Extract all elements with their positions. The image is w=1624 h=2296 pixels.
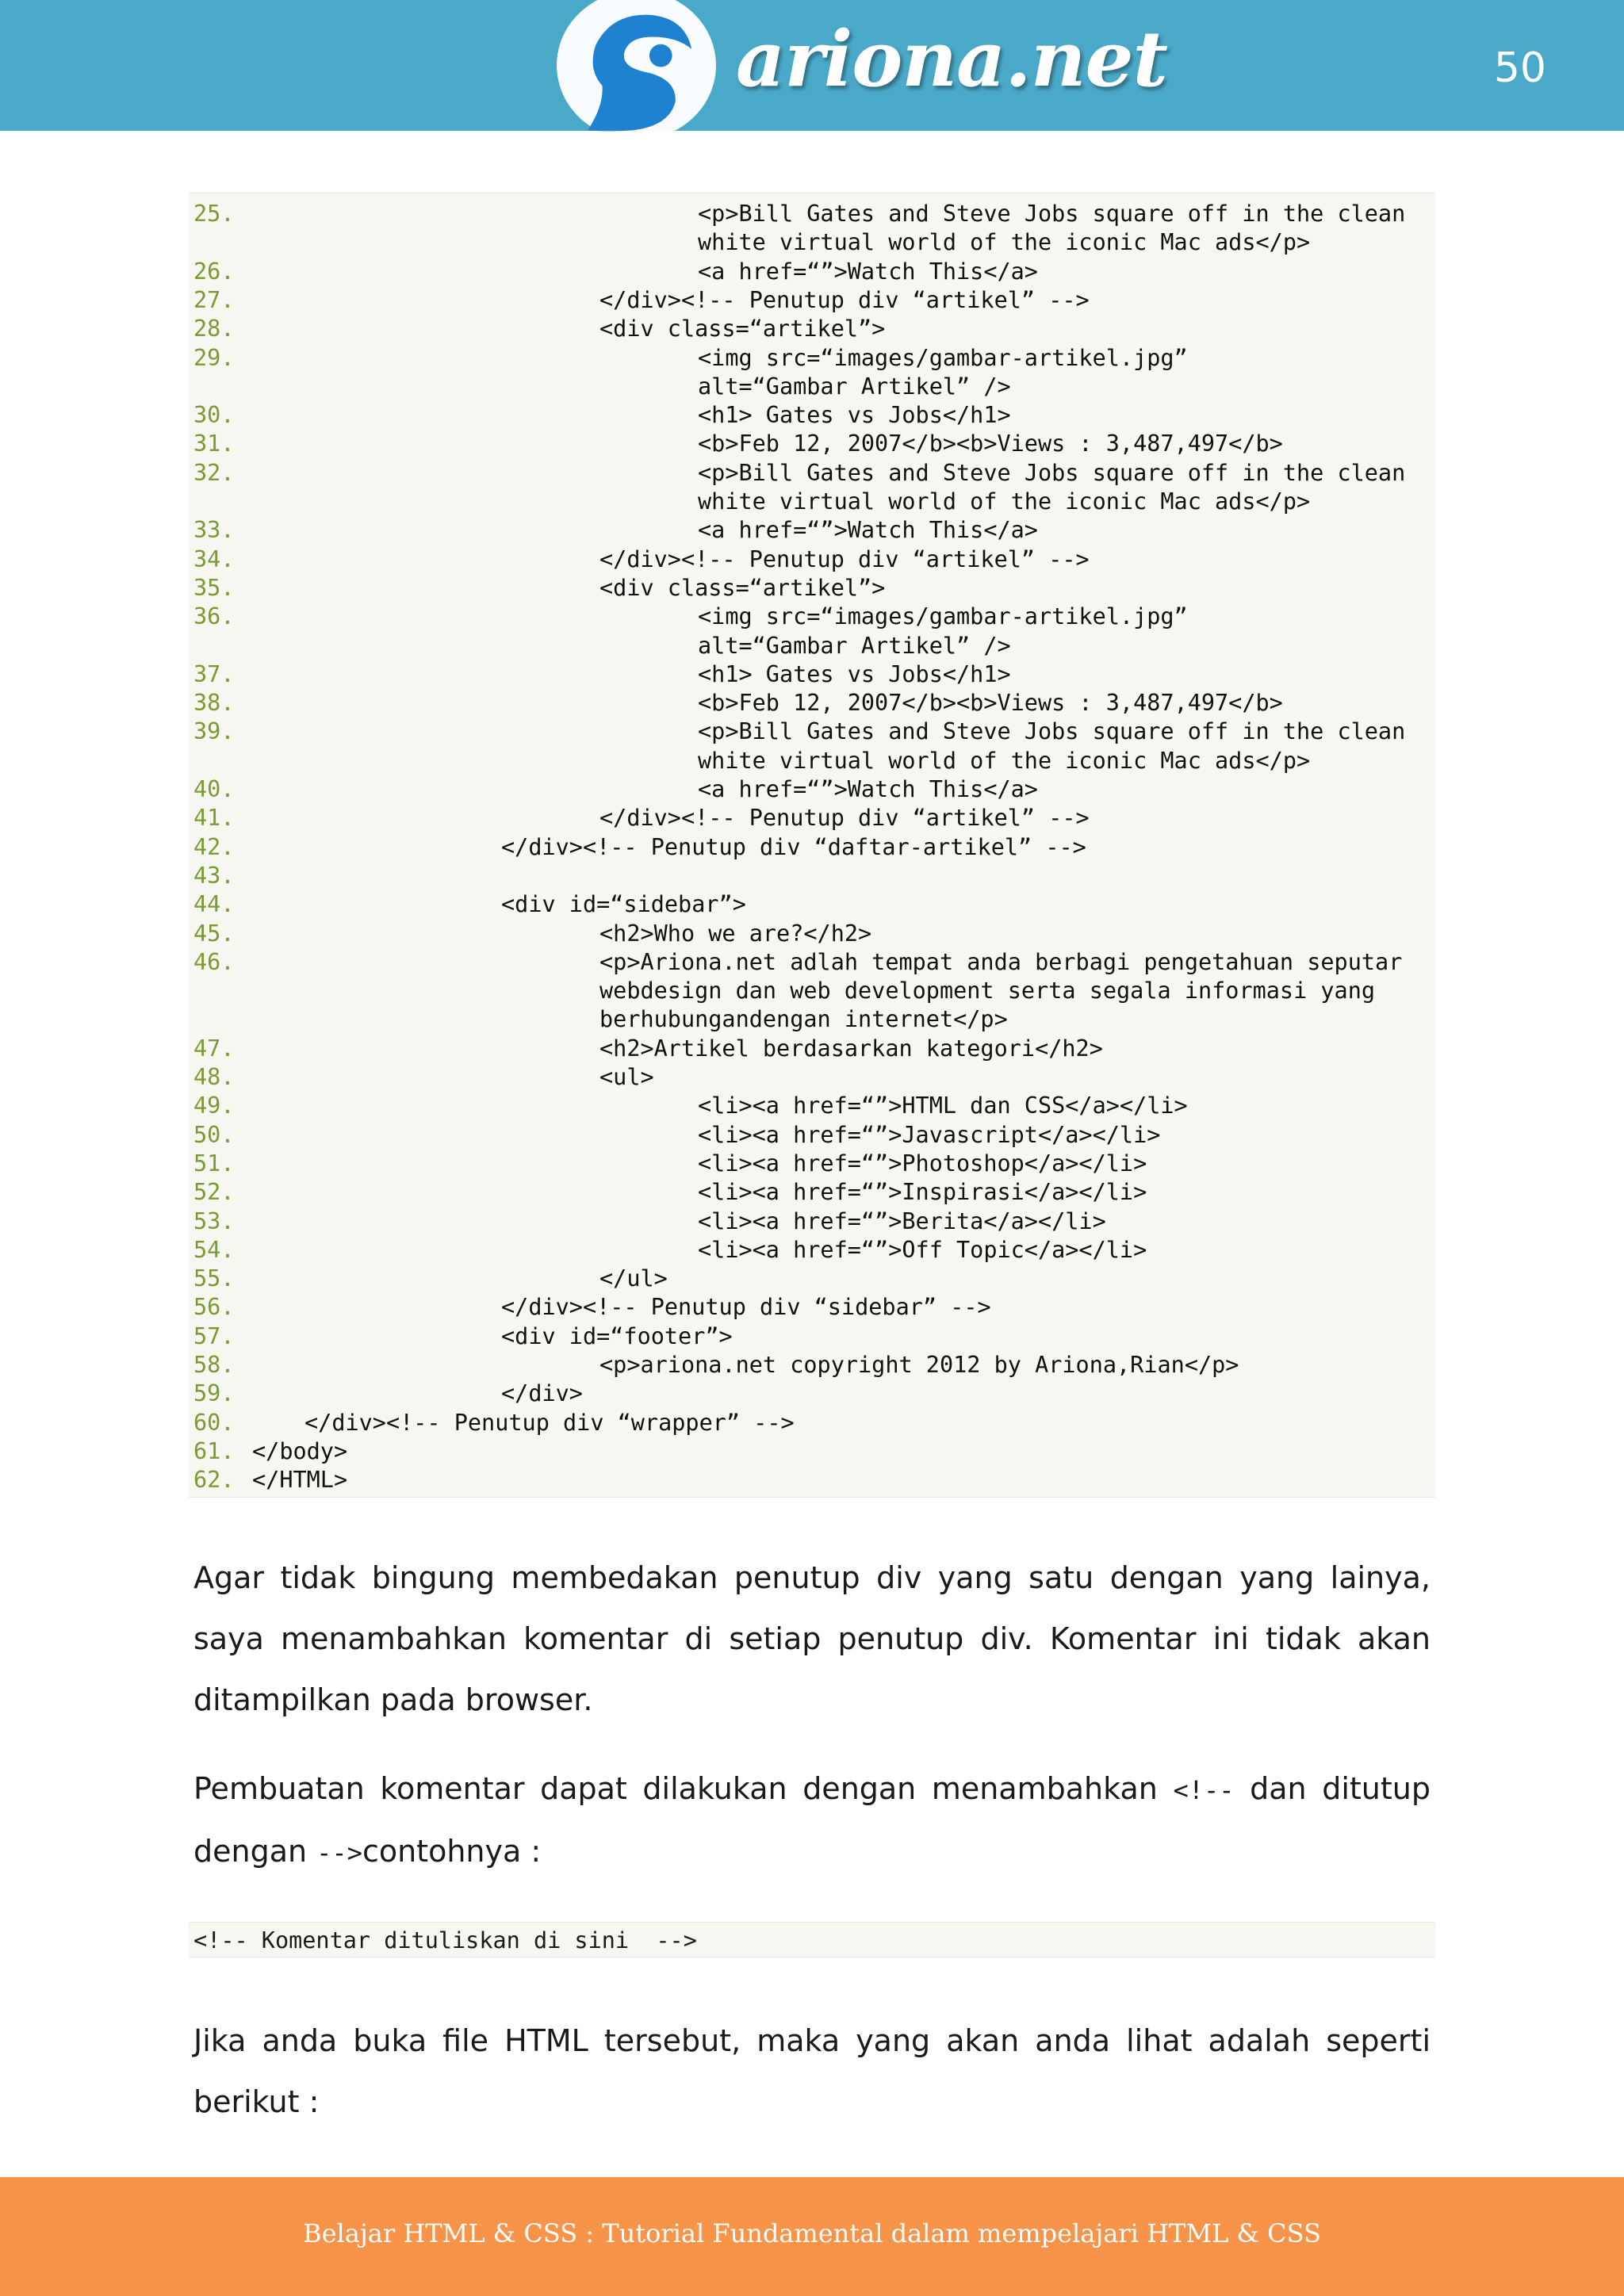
code-text: <p>Ariona.net adlah tempat anda berbagi pengetahuan seputar — [599, 948, 1403, 975]
comment-open-token: <!-- — [1173, 1775, 1235, 1805]
code-line — [189, 228, 1435, 257]
line-number: 33. — [193, 517, 235, 544]
code-line — [189, 1380, 1435, 1408]
code-line — [189, 862, 1435, 890]
code-text: <h2>Who we are?</h2> — [599, 920, 872, 947]
code-text: <a href=“”>Watch This</a> — [698, 776, 1038, 802]
code-line — [189, 1265, 1435, 1293]
code-text: <a href=“”>Watch This</a> — [698, 258, 1038, 285]
code-text: </div><!-- Penutup div “artikel” --> — [599, 545, 1090, 572]
code-line — [189, 1121, 1435, 1150]
code-text: <div class=“artikel”> — [599, 316, 886, 342]
code-text: <li><a href=“”>Inspirasi</a></li> — [698, 1179, 1147, 1206]
code-line — [189, 718, 1435, 746]
code-text: </body> — [252, 1437, 348, 1464]
code-line — [189, 1351, 1435, 1380]
paragraph-2 — [193, 1758, 1431, 1884]
page-header — [0, 0, 1624, 131]
code-line — [189, 920, 1435, 948]
code-text: </div> — [501, 1380, 583, 1407]
code-line — [189, 603, 1435, 631]
line-number: 54. — [193, 1236, 235, 1263]
code-text: </div><!-- Penutup div “artikel” --> — [599, 805, 1090, 832]
line-number: 34. — [193, 545, 235, 572]
code-line — [189, 459, 1435, 488]
code-text: <div id=“footer”> — [501, 1322, 733, 1349]
code-line — [189, 1437, 1435, 1466]
code-line — [189, 488, 1435, 516]
code-text: </div><!-- Penutup div “wrapper” --> — [304, 1409, 795, 1436]
code-line — [189, 373, 1435, 401]
line-number: 42. — [193, 833, 235, 860]
line-number: 26. — [193, 258, 235, 285]
code-text: </ul> — [599, 1265, 668, 1292]
code-listing — [189, 193, 1435, 1498]
code-text: <p>ariona.net copyright 2012 by Ariona,Rian</p> — [599, 1352, 1239, 1378]
line-number: 40. — [193, 776, 235, 802]
line-number: 39. — [193, 718, 235, 745]
code-line — [189, 804, 1435, 832]
line-number: 50. — [193, 1121, 235, 1148]
line-number: 53. — [193, 1207, 235, 1234]
line-number: 62. — [193, 1467, 235, 1494]
line-number: 29. — [193, 344, 235, 371]
page-number: 50 — [1493, 44, 1546, 92]
code-line — [189, 1466, 1435, 1494]
code-line — [189, 747, 1435, 775]
line-number: 55. — [193, 1265, 235, 1292]
code-line — [189, 775, 1435, 804]
code-text: <li><a href=“”>HTML dan CSS</a></li> — [698, 1093, 1188, 1119]
code-text: <ul> — [599, 1064, 654, 1090]
code-text: <div id=“sidebar”> — [501, 891, 746, 918]
line-number: 46. — [193, 948, 235, 975]
paragraph-1: Agar tidak bingung membedakan penutup div yang satu dengan yang lainya, saya menambahkan komentar di setiap penutup div. Komentar ini tidak akan ditampilkan pada browser. — [193, 1560, 1431, 1717]
brand-wordmark: ariona.net — [736, 14, 1167, 104]
line-number: 47. — [193, 1035, 235, 1062]
code-text: <div class=“artikel”> — [599, 574, 886, 601]
ariona-logo-icon — [555, 0, 718, 147]
code-line — [189, 1063, 1435, 1092]
line-number: 30. — [193, 402, 235, 429]
code-line — [189, 948, 1435, 977]
code-text: </div><!-- Penutup div “artikel” --> — [599, 286, 1090, 313]
code-text: <p>Bill Gates and Steve Jobs square off in the clean — [698, 459, 1406, 486]
code-text: <img src=“images/gambar-artikel.jpg” — [698, 344, 1188, 371]
code-text: <img src=“images/gambar-artikel.jpg” — [698, 603, 1188, 630]
code-text: white virtual world of the iconic Mac ads</p> — [698, 229, 1311, 256]
code-line — [189, 1207, 1435, 1236]
line-number: 43. — [193, 862, 235, 889]
code-text: alt=“Gambar Artikel” /> — [698, 373, 1011, 400]
code-text: <a href=“”>Watch This</a> — [698, 517, 1038, 544]
line-number: 58. — [193, 1352, 235, 1378]
code-line — [189, 258, 1435, 286]
brand-logo — [555, 0, 1167, 147]
code-line — [189, 977, 1435, 1005]
code-text: <li><a href=“”>Off Topic</a></li> — [698, 1236, 1147, 1263]
code-line — [189, 1236, 1435, 1265]
code-text: <b>Feb 12, 2007</b><b>Views : 3,487,497</b> — [698, 430, 1283, 457]
line-number: 32. — [193, 459, 235, 486]
line-number: 52. — [193, 1179, 235, 1206]
code-text: berhubungandengan internet</p> — [599, 1006, 1008, 1033]
line-number: 41. — [193, 805, 235, 832]
line-number: 57. — [193, 1322, 235, 1349]
code-line — [189, 545, 1435, 574]
code-text: </div><!-- Penutup div “daftar-artikel” --> — [501, 833, 1086, 860]
footer-title: Belajar HTML & CSS : Tutorial Fundamental dalam mempelajari HTML & CSS — [303, 2218, 1321, 2248]
code-line — [189, 660, 1435, 689]
code-text: <b>Feb 12, 2007</b><b>Views : 3,487,497</b> — [698, 690, 1283, 717]
line-number: 56. — [193, 1294, 235, 1321]
code-line — [189, 632, 1435, 660]
code-line — [189, 1178, 1435, 1207]
code-line — [189, 1322, 1435, 1351]
paragraph-2-middle: dan ditutup dengan — [193, 1771, 1431, 1869]
code-text: alt=“Gambar Artikel” /> — [698, 632, 1011, 659]
code-line — [189, 689, 1435, 718]
paragraph-3: Jika anda buka file HTML tersebut, maka yang akan anda lihat adalah seperti berikut : — [193, 2023, 1431, 2119]
code-text: </div><!-- Penutup div “sidebar” --> — [501, 1294, 991, 1321]
line-number: 25. — [193, 201, 235, 227]
line-number: 61. — [193, 1437, 235, 1464]
line-number: 28. — [193, 316, 235, 342]
line-number: 35. — [193, 574, 235, 601]
line-number: 49. — [193, 1093, 235, 1119]
code-line — [189, 1409, 1435, 1437]
line-number: 36. — [193, 603, 235, 630]
code-text: <p>Bill Gates and Steve Jobs square off in the clean — [698, 718, 1406, 745]
page-footer — [0, 2177, 1624, 2296]
line-number: 51. — [193, 1150, 235, 1177]
code-text: </HTML> — [252, 1467, 348, 1494]
line-number: 31. — [193, 430, 235, 457]
code-line — [189, 344, 1435, 373]
paragraph-2-after: contohnya : — [362, 1834, 542, 1869]
code-text: webdesign dan web development serta segala informasi yang — [599, 978, 1376, 1004]
line-number: 37. — [193, 660, 235, 687]
comment-snippet: <!-- Komentar dituliskan di sini --> — [189, 1922, 1435, 1957]
code-text: <h1> Gates vs Jobs</h1> — [698, 402, 1011, 429]
line-number: 60. — [193, 1409, 235, 1436]
code-text: <li><a href=“”>Photoshop</a></li> — [698, 1150, 1147, 1177]
line-number: 48. — [193, 1064, 235, 1090]
code-text: <li><a href=“”>Javascript</a></li> — [698, 1121, 1161, 1148]
code-line — [189, 200, 1435, 228]
code-line — [189, 1005, 1435, 1034]
code-line — [189, 1092, 1435, 1120]
code-line — [189, 833, 1435, 862]
code-line — [189, 286, 1435, 315]
paragraph-2-before: Pembuatan komentar dapat dilakukan dengan menambahkan — [193, 1771, 1174, 1806]
code-line — [189, 1035, 1435, 1063]
code-text: <li><a href=“”>Berita</a></li> — [698, 1207, 1106, 1234]
code-line — [189, 1293, 1435, 1322]
line-number: 38. — [193, 690, 235, 717]
code-text: <h1> Gates vs Jobs</h1> — [698, 660, 1011, 687]
code-line — [189, 315, 1435, 343]
code-text: white virtual world of the iconic Mac ads</p> — [698, 747, 1311, 774]
code-text: white virtual world of the iconic Mac ads</p> — [698, 488, 1311, 515]
code-line — [189, 1150, 1435, 1178]
line-number: 45. — [193, 920, 235, 947]
code-line — [189, 574, 1435, 603]
line-number: 27. — [193, 286, 235, 313]
code-line — [189, 890, 1435, 919]
line-number: 59. — [193, 1380, 235, 1407]
comment-close-token: --> — [316, 1838, 362, 1868]
code-text: <p>Bill Gates and Steve Jobs square off in the clean — [698, 201, 1406, 227]
line-number: 44. — [193, 891, 235, 918]
code-line — [189, 516, 1435, 545]
code-line — [189, 401, 1435, 430]
code-line — [189, 430, 1435, 458]
code-text: <h2>Artikel berdasarkan kategori</h2> — [599, 1035, 1103, 1062]
